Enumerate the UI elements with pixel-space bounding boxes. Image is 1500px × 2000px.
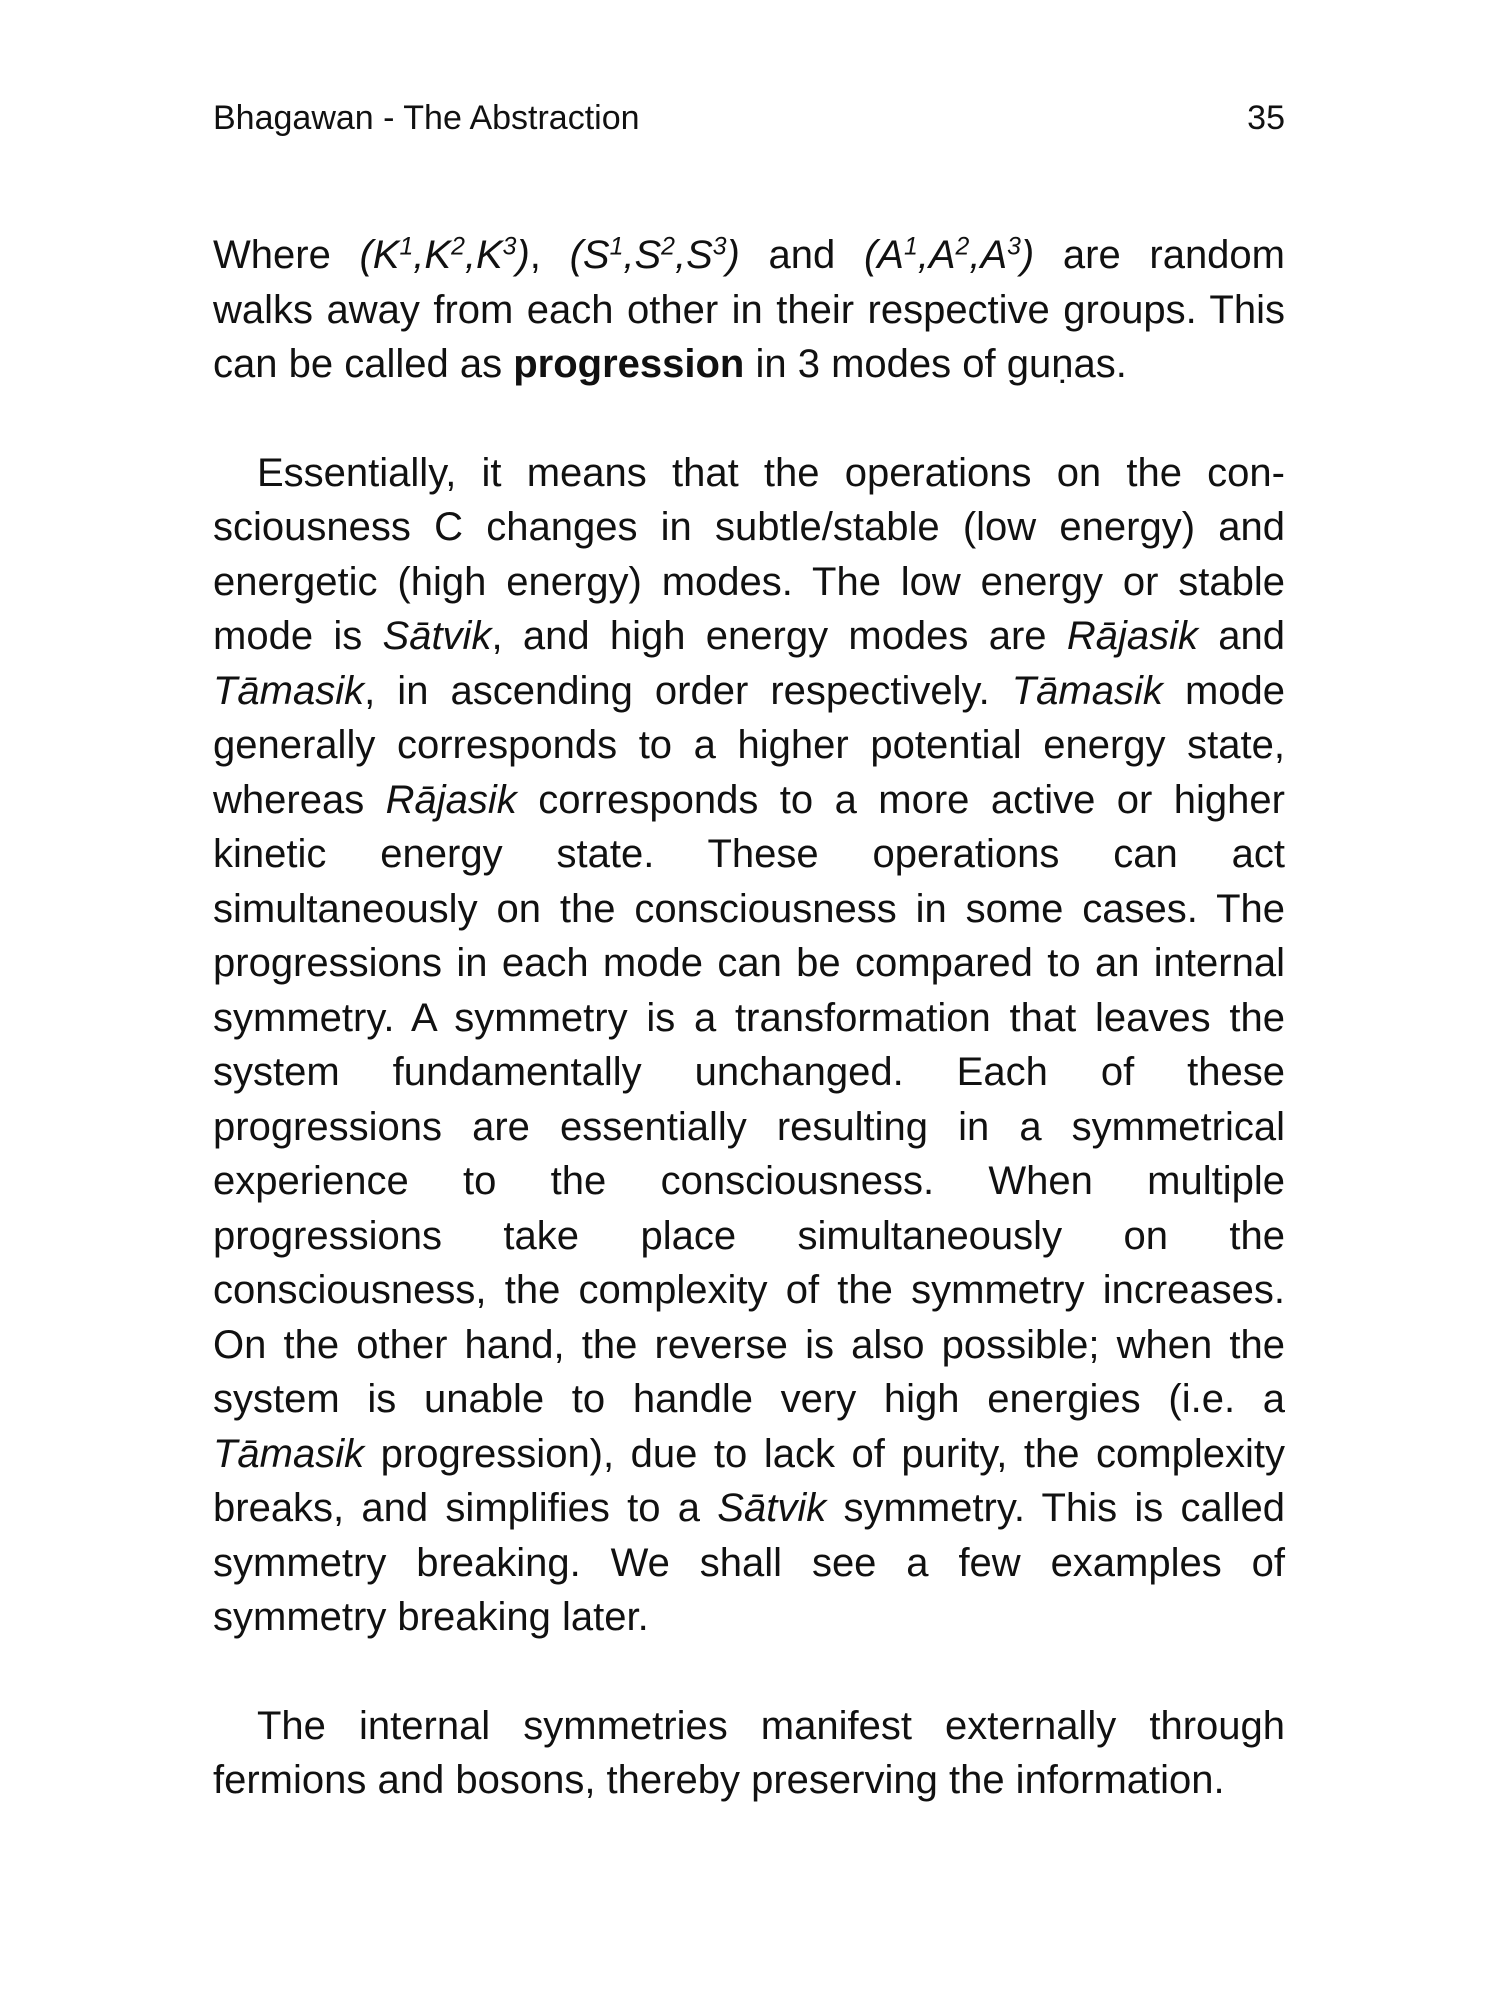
paragraph-text: and — [739, 233, 864, 277]
book-page — [213, 0, 1285, 2000]
paragraph-text: , in ascending order respectively. — [364, 668, 1012, 713]
paragraph-text: symmetry. This is called symmetry breaking. We shall see a few examples of symmetry breaking later. — [213, 1486, 1285, 1639]
paragraph-text: , and high energy modes are — [491, 614, 1067, 658]
paragraph-internal-symmetries: The internal symmetries manifest externally through fermions and bosons, thereby preserving the information. — [213, 1703, 1285, 1802]
body-text — [213, 228, 1285, 1808]
running-header — [213, 96, 1285, 140]
chapter-title: Bhagawan - The Abstraction — [213, 99, 640, 137]
italic-term: Rājasik — [385, 777, 517, 822]
paragraph-text: progression), due to lack of purity, the complexity breaks, and simplifies to a — [213, 1431, 1285, 1530]
paragraph-modes — [213, 446, 1285, 1645]
math-s-tuple: $(S^1,S^2,S^3)$ — [569, 233, 740, 277]
math-a-tuple: $(A^1,A^2,A^3)$ — [863, 233, 1035, 277]
paragraph-text: Where — [213, 233, 360, 277]
bold-term: progression — [513, 342, 745, 386]
italic-term: Tāmasik — [213, 668, 365, 713]
paragraph-progression — [213, 228, 1285, 392]
paragraph-text: and — [1197, 614, 1285, 658]
paragraph-text: in 3 modes of guṇas. — [744, 342, 1127, 386]
italic-term: Sātvik — [717, 1486, 827, 1530]
paragraph-text: mode generally corresponds to a higher potential energy state, whereas — [213, 668, 1286, 822]
paragraph-text: , — [529, 233, 570, 277]
math-k-tuple: $(K^1,K^2,K^3)$ — [359, 233, 530, 277]
italic-term: Tāmasik — [213, 1431, 365, 1476]
paragraph-text: Essentially, it means that the operations on the consciousness C changes in subtle/stable (low energy) and energetic (high energy) modes. The low energy or stable mode is — [213, 450, 1285, 658]
italic-term: Rājasik — [1066, 614, 1198, 658]
italic-term: Tāmasik — [1011, 668, 1163, 713]
page-number: 35 — [1247, 99, 1285, 137]
italic-term: Sātvik — [382, 614, 492, 658]
paragraph-text: are random walks away from each other in their respective groups. This can be called as — [213, 233, 1285, 386]
paragraph-text: corresponds to a more active or higher kinetic energy state. These operations can act simultaneously on the consciousness in some cases. The progressions in each mode can be compared to an internal symmetry. A symmetry is a transformation that leaves the system fundamentally unchanged. Each of these progressions are essentially resulting in a symmetrical experience to the consciousness. When multiple progressions take place simultaneously on the consciousness, the complexity of the symmetry increases. On the other hand, the reverse is also possible; when the system is unable to handle very high energies (i.e. a — [213, 777, 1285, 1421]
